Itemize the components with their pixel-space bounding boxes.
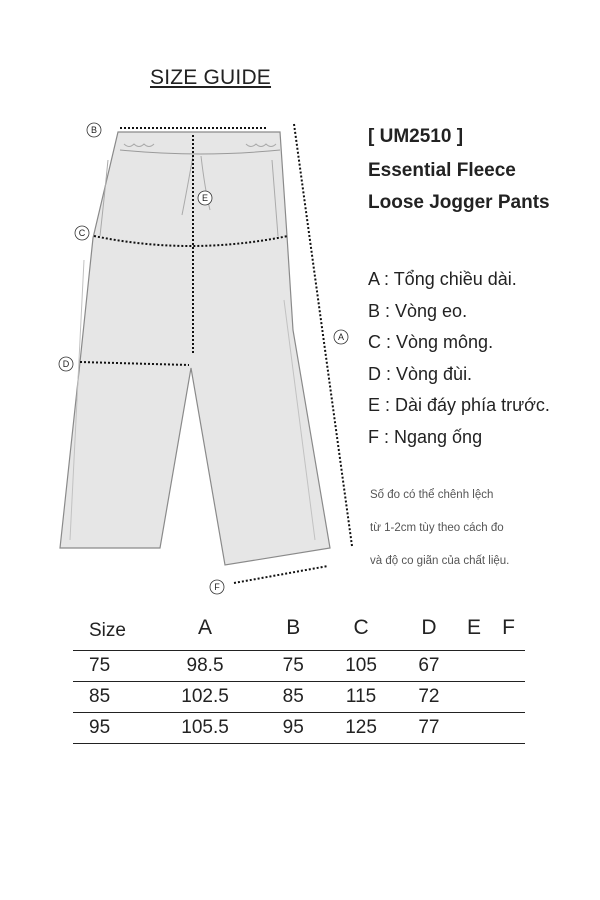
product-name-line2: Loose Jogger Pants <box>368 192 550 213</box>
cell-d: 77 <box>402 713 456 744</box>
table-row <box>73 682 525 713</box>
legend-item-e: E : Dài đáy phía trước. <box>368 395 550 415</box>
measure-line-f <box>234 566 328 583</box>
legend-item-f: F : Ngang ống <box>368 426 483 447</box>
note-line: từ 1-2cm tùy theo cách đo <box>370 522 504 534</box>
svg-text:B: B <box>90 125 98 135</box>
cell-f <box>492 713 525 744</box>
cell-f <box>492 651 525 682</box>
svg-text:C: C <box>78 228 86 238</box>
legend-item-c: C : Vòng mông. <box>368 332 494 352</box>
cell-e <box>456 713 492 744</box>
table-row <box>73 651 525 682</box>
product-name-line1: Essential Fleece <box>368 160 516 181</box>
legend-item-a: A : Tổng chiều dài. <box>368 269 517 289</box>
size-table <box>73 606 525 744</box>
svg-text:F: F <box>214 582 220 592</box>
marker-c <box>75 226 89 240</box>
cell-b: 85 <box>266 682 320 713</box>
note-line: và độ co giãn của chất liệu. <box>370 555 510 567</box>
measurement-legend <box>368 264 550 453</box>
cell-a: 98.5 <box>144 651 266 682</box>
cell-c: 125 <box>320 713 401 744</box>
marker-b <box>87 123 101 137</box>
header-c: C <box>320 606 401 651</box>
product-code: [ UM2510 ] <box>368 126 464 147</box>
marker-e <box>198 191 212 205</box>
legend-item-b: B : Vòng eo. <box>368 300 468 321</box>
header-b: B <box>266 606 320 651</box>
cell-c: 105 <box>320 651 401 682</box>
cell-size: 75 <box>73 651 144 682</box>
cell-a: 105.5 <box>144 713 266 744</box>
cell-d: 67 <box>402 651 456 682</box>
svg-text:A: A <box>337 332 345 342</box>
header-size: Size <box>73 606 144 651</box>
cell-a: 102.5 <box>144 682 266 713</box>
cell-b: 95 <box>266 713 320 744</box>
cell-f <box>492 682 525 713</box>
cell-size: 85 <box>73 682 144 713</box>
table-row <box>73 713 525 744</box>
header-a: A <box>144 606 266 651</box>
measurement-note <box>370 484 509 583</box>
header-d: D <box>402 606 456 651</box>
pants-outline <box>60 132 330 565</box>
cell-size: 95 <box>73 713 144 744</box>
size-guide-title: SIZE GUIDE <box>150 66 272 89</box>
note-line: Số đo có thể chênh lệch <box>370 489 494 501</box>
legend-item-d: D : Vòng đùi. <box>368 363 473 384</box>
table-header-row <box>73 606 525 651</box>
marker-d <box>59 357 73 371</box>
cell-e <box>456 682 492 713</box>
cell-b: 75 <box>266 651 320 682</box>
marker-f <box>210 580 224 594</box>
marker-a <box>334 330 348 344</box>
svg-text:E: E <box>201 193 209 203</box>
header-e: E <box>456 606 492 651</box>
cell-d: 72 <box>402 682 456 713</box>
svg-text:D: D <box>62 359 70 369</box>
cell-e <box>456 651 492 682</box>
header-f: F <box>492 606 525 651</box>
cell-c: 115 <box>320 682 401 713</box>
